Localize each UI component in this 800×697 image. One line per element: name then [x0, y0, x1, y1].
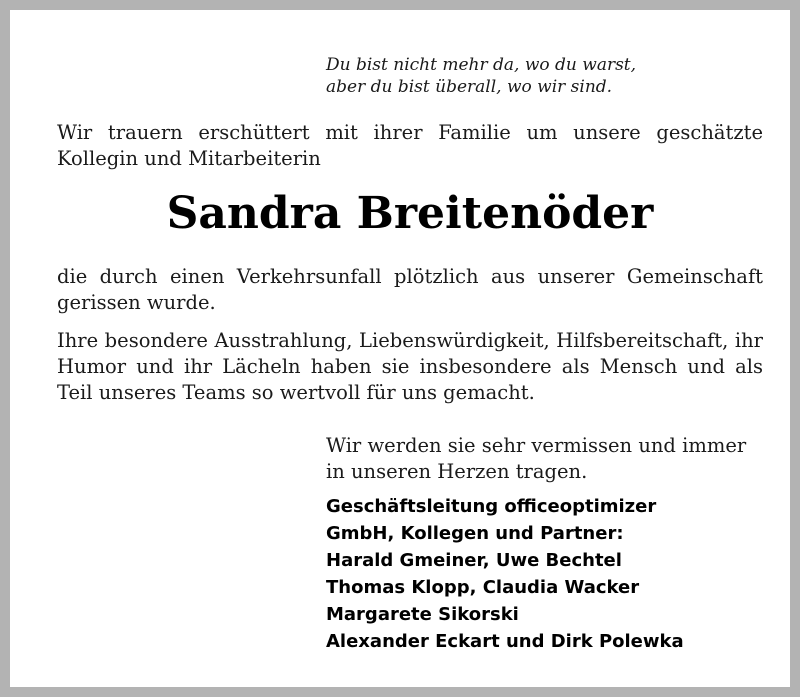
circumstance-paragraph: die durch einen Verkehrsunfall plötzlich aus unserer Gemeinschaft gerissen wurde.: [57, 265, 763, 314]
memorial-quote: [326, 54, 766, 98]
intro-text: Wir trauern erschüttert mit ihrer Familie um unsere geschätzte Kollegin und Mitarbeiterin: [57, 121, 763, 170]
tribute-paragraph: Ihre besondere Ausstrahlung, Liebenswürdigkeit, Hilfsbereitschaft, ihr Humor und ihr Lächeln haben sie insbesondere als Mensch und als Teil unseres Teams so wertvoll für uns gemacht.: [57, 329, 763, 404]
closing-line: Wir werden sie sehr vermissen und immer: [326, 434, 747, 457]
signer-line: Thomas Klopp, Claudia Wacker: [326, 577, 640, 598]
signers-block: [326, 493, 786, 655]
signer-line: GmbH, Kollegen und Partner:: [326, 523, 624, 544]
quote-line: aber du bist überall, wo wir sind.: [326, 77, 613, 97]
quote-line: Du bist nicht mehr da, wo du warst,: [326, 55, 637, 75]
signer-line: Geschäftsleitung officeoptimizer: [326, 496, 657, 517]
closing-line: in unseren Herzen tragen.: [326, 460, 588, 483]
signer-line: Harald Gmeiner, Uwe Bechtel: [326, 550, 622, 571]
signer-line: Margarete Sikorski: [326, 604, 519, 625]
deceased-name: Sandra Breitenöder: [166, 188, 654, 239]
signer-line: Alexander Eckart und Dirk Polewka: [326, 631, 684, 652]
closing-text: [326, 433, 766, 485]
